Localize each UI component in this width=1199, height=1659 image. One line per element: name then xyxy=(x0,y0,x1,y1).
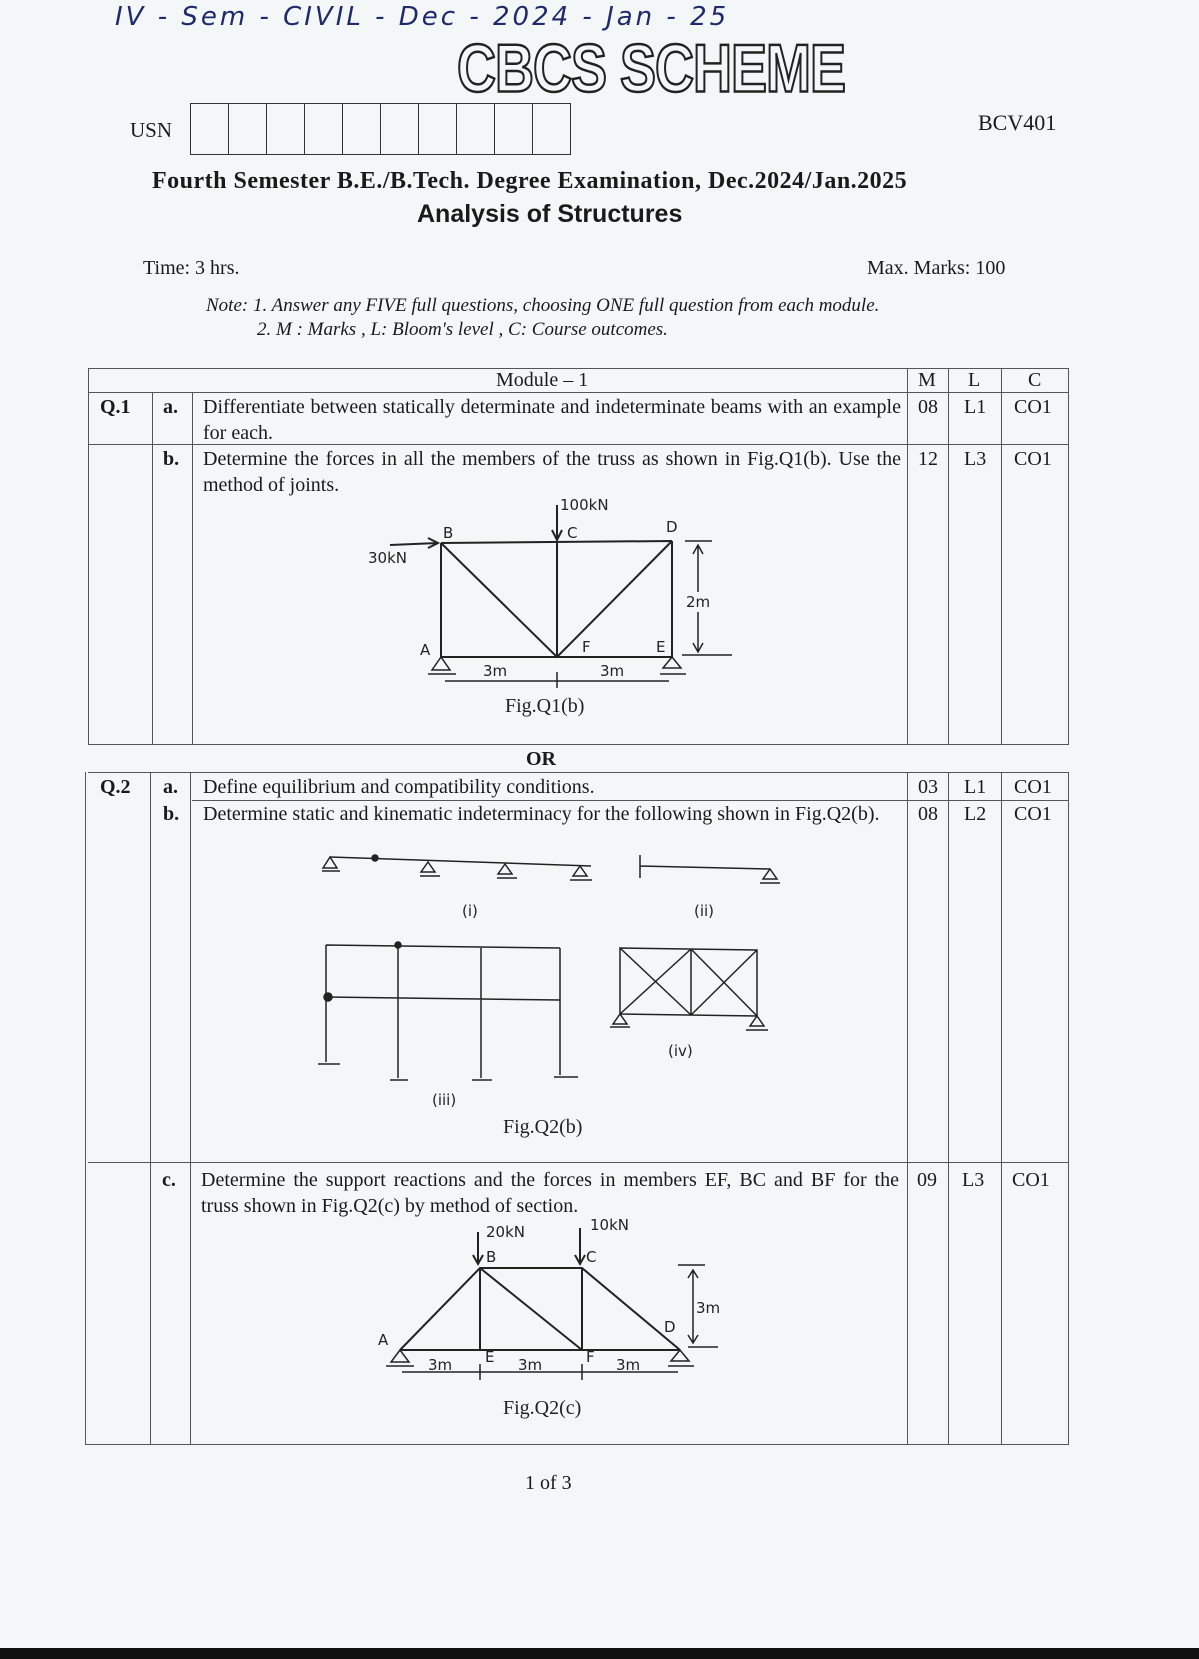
sub-question: a. xyxy=(163,396,178,418)
truss-figure-q2c xyxy=(378,1216,720,1419)
level: L3 xyxy=(964,448,987,470)
max-marks: Max. Marks: 100 xyxy=(867,257,1006,279)
col-header-marks: M xyxy=(918,369,936,391)
sub-question: b. xyxy=(163,803,180,825)
question-text: Define equilibrium and compatibility conditions. xyxy=(203,776,595,798)
dimension-label: 3m xyxy=(600,662,625,680)
node-label: F xyxy=(586,1348,595,1366)
time-allowed: Time: 3 hrs. xyxy=(143,257,240,279)
dimension-label: 3m xyxy=(428,1356,453,1374)
load-label: 20kN xyxy=(486,1223,525,1241)
marks: 03 xyxy=(918,776,938,798)
module-heading: Module – 1 xyxy=(496,369,589,391)
node-label: E xyxy=(656,638,666,656)
load-label: 30kN xyxy=(368,549,407,567)
part-label: (ii) xyxy=(694,902,715,920)
node-label: B xyxy=(486,1248,497,1266)
node-label: C xyxy=(586,1248,597,1266)
roller-support-icon xyxy=(660,657,686,674)
question-number: Q.2 xyxy=(100,776,131,798)
sub-question: b. xyxy=(163,448,180,470)
marks: 09 xyxy=(917,1169,937,1191)
marks: 08 xyxy=(918,396,938,418)
col-header-level: L xyxy=(968,369,981,391)
pin-support-icon xyxy=(428,657,456,674)
part-label: (i) xyxy=(462,902,478,920)
node-label: A xyxy=(420,641,431,659)
node-label: F xyxy=(582,638,591,656)
course-outcome: CO1 xyxy=(1012,1169,1050,1191)
node-label: A xyxy=(378,1331,389,1349)
col-header-co: C xyxy=(1028,369,1042,391)
bottom-border xyxy=(0,1648,1199,1659)
dimension-label: 3m xyxy=(696,1299,721,1317)
marks: 08 xyxy=(918,803,938,825)
figure-caption: Fig.Q2(c) xyxy=(503,1397,582,1419)
sub-question: c. xyxy=(162,1169,176,1191)
question-text: Differentiate between statically determinate and indeterminate beams with an example for each. xyxy=(203,396,901,444)
load-arrow-icon xyxy=(473,1232,483,1264)
node-label: D xyxy=(664,1318,676,1336)
figure-caption: Fig.Q1(b) xyxy=(505,695,585,717)
marks: 12 xyxy=(918,448,938,470)
pin-support-icon xyxy=(386,1350,414,1366)
load-label: 10kN xyxy=(590,1216,629,1234)
dimension-label: 3m xyxy=(518,1356,543,1374)
course-outcome: CO1 xyxy=(1014,448,1052,470)
node-label: D xyxy=(666,518,678,536)
note-2: 2. M : Marks , L: Bloom's level , C: Course outcomes. xyxy=(257,319,668,340)
structures-figure-q2b xyxy=(318,855,780,1138)
question-text: Determine static and kinematic indeterminacy for the following shown in Fig.Q2(b). xyxy=(203,803,880,825)
node-label: B xyxy=(443,524,454,542)
dimension-label: 3m xyxy=(616,1356,641,1374)
question-text: Determine the support reactions and the forces in members EF, BC and BF for the truss shown in Fig.Q2(c) by method of section. xyxy=(201,1169,899,1217)
question-number: Q.1 xyxy=(100,396,131,418)
node-label: C xyxy=(567,524,578,542)
level: L1 xyxy=(964,776,987,798)
course-outcome: CO1 xyxy=(1014,803,1052,825)
note-1: Note: 1. Answer any FIVE full questions, choosing ONE full question from each module. xyxy=(206,295,880,316)
part-label: (iii) xyxy=(432,1091,457,1109)
dimension-label: 3m xyxy=(483,662,508,680)
node-label: E xyxy=(485,1348,495,1366)
scheme-stamp: CBCS SCHEME xyxy=(457,31,846,107)
level: L1 xyxy=(964,396,987,418)
handwritten-note: IV - Sem - CIVIL - Dec - 2024 - Jan - 25 xyxy=(115,2,730,32)
subject-title: Analysis of Structures xyxy=(417,200,683,228)
part-label: (iv) xyxy=(668,1042,693,1060)
load-arrow-icon xyxy=(575,1228,585,1264)
level: L3 xyxy=(962,1169,985,1191)
page-number: 1 of 3 xyxy=(525,1472,572,1494)
load-label: 100kN xyxy=(560,496,609,514)
roller-support-icon xyxy=(668,1350,694,1366)
course-code: BCV401 xyxy=(978,110,1057,135)
or-separator: OR xyxy=(526,748,556,770)
dimension-label: 2m xyxy=(686,593,711,611)
load-arrow-icon xyxy=(390,538,438,548)
figure-caption: Fig.Q2(b) xyxy=(503,1116,583,1138)
sub-question: a. xyxy=(163,776,178,798)
course-outcome: CO1 xyxy=(1014,776,1052,798)
course-outcome: CO1 xyxy=(1014,396,1052,418)
truss-figure-q1b xyxy=(368,496,732,717)
usn-label: USN xyxy=(130,118,173,142)
level: L2 xyxy=(964,803,987,825)
question-text: Determine the forces in all the members of the truss as shown in Fig.Q1(b). Use the method of joints. xyxy=(203,448,901,496)
exam-title: Fourth Semester B.E./B.Tech. Degree Examination, Dec.2024/Jan.2025 xyxy=(152,168,908,194)
